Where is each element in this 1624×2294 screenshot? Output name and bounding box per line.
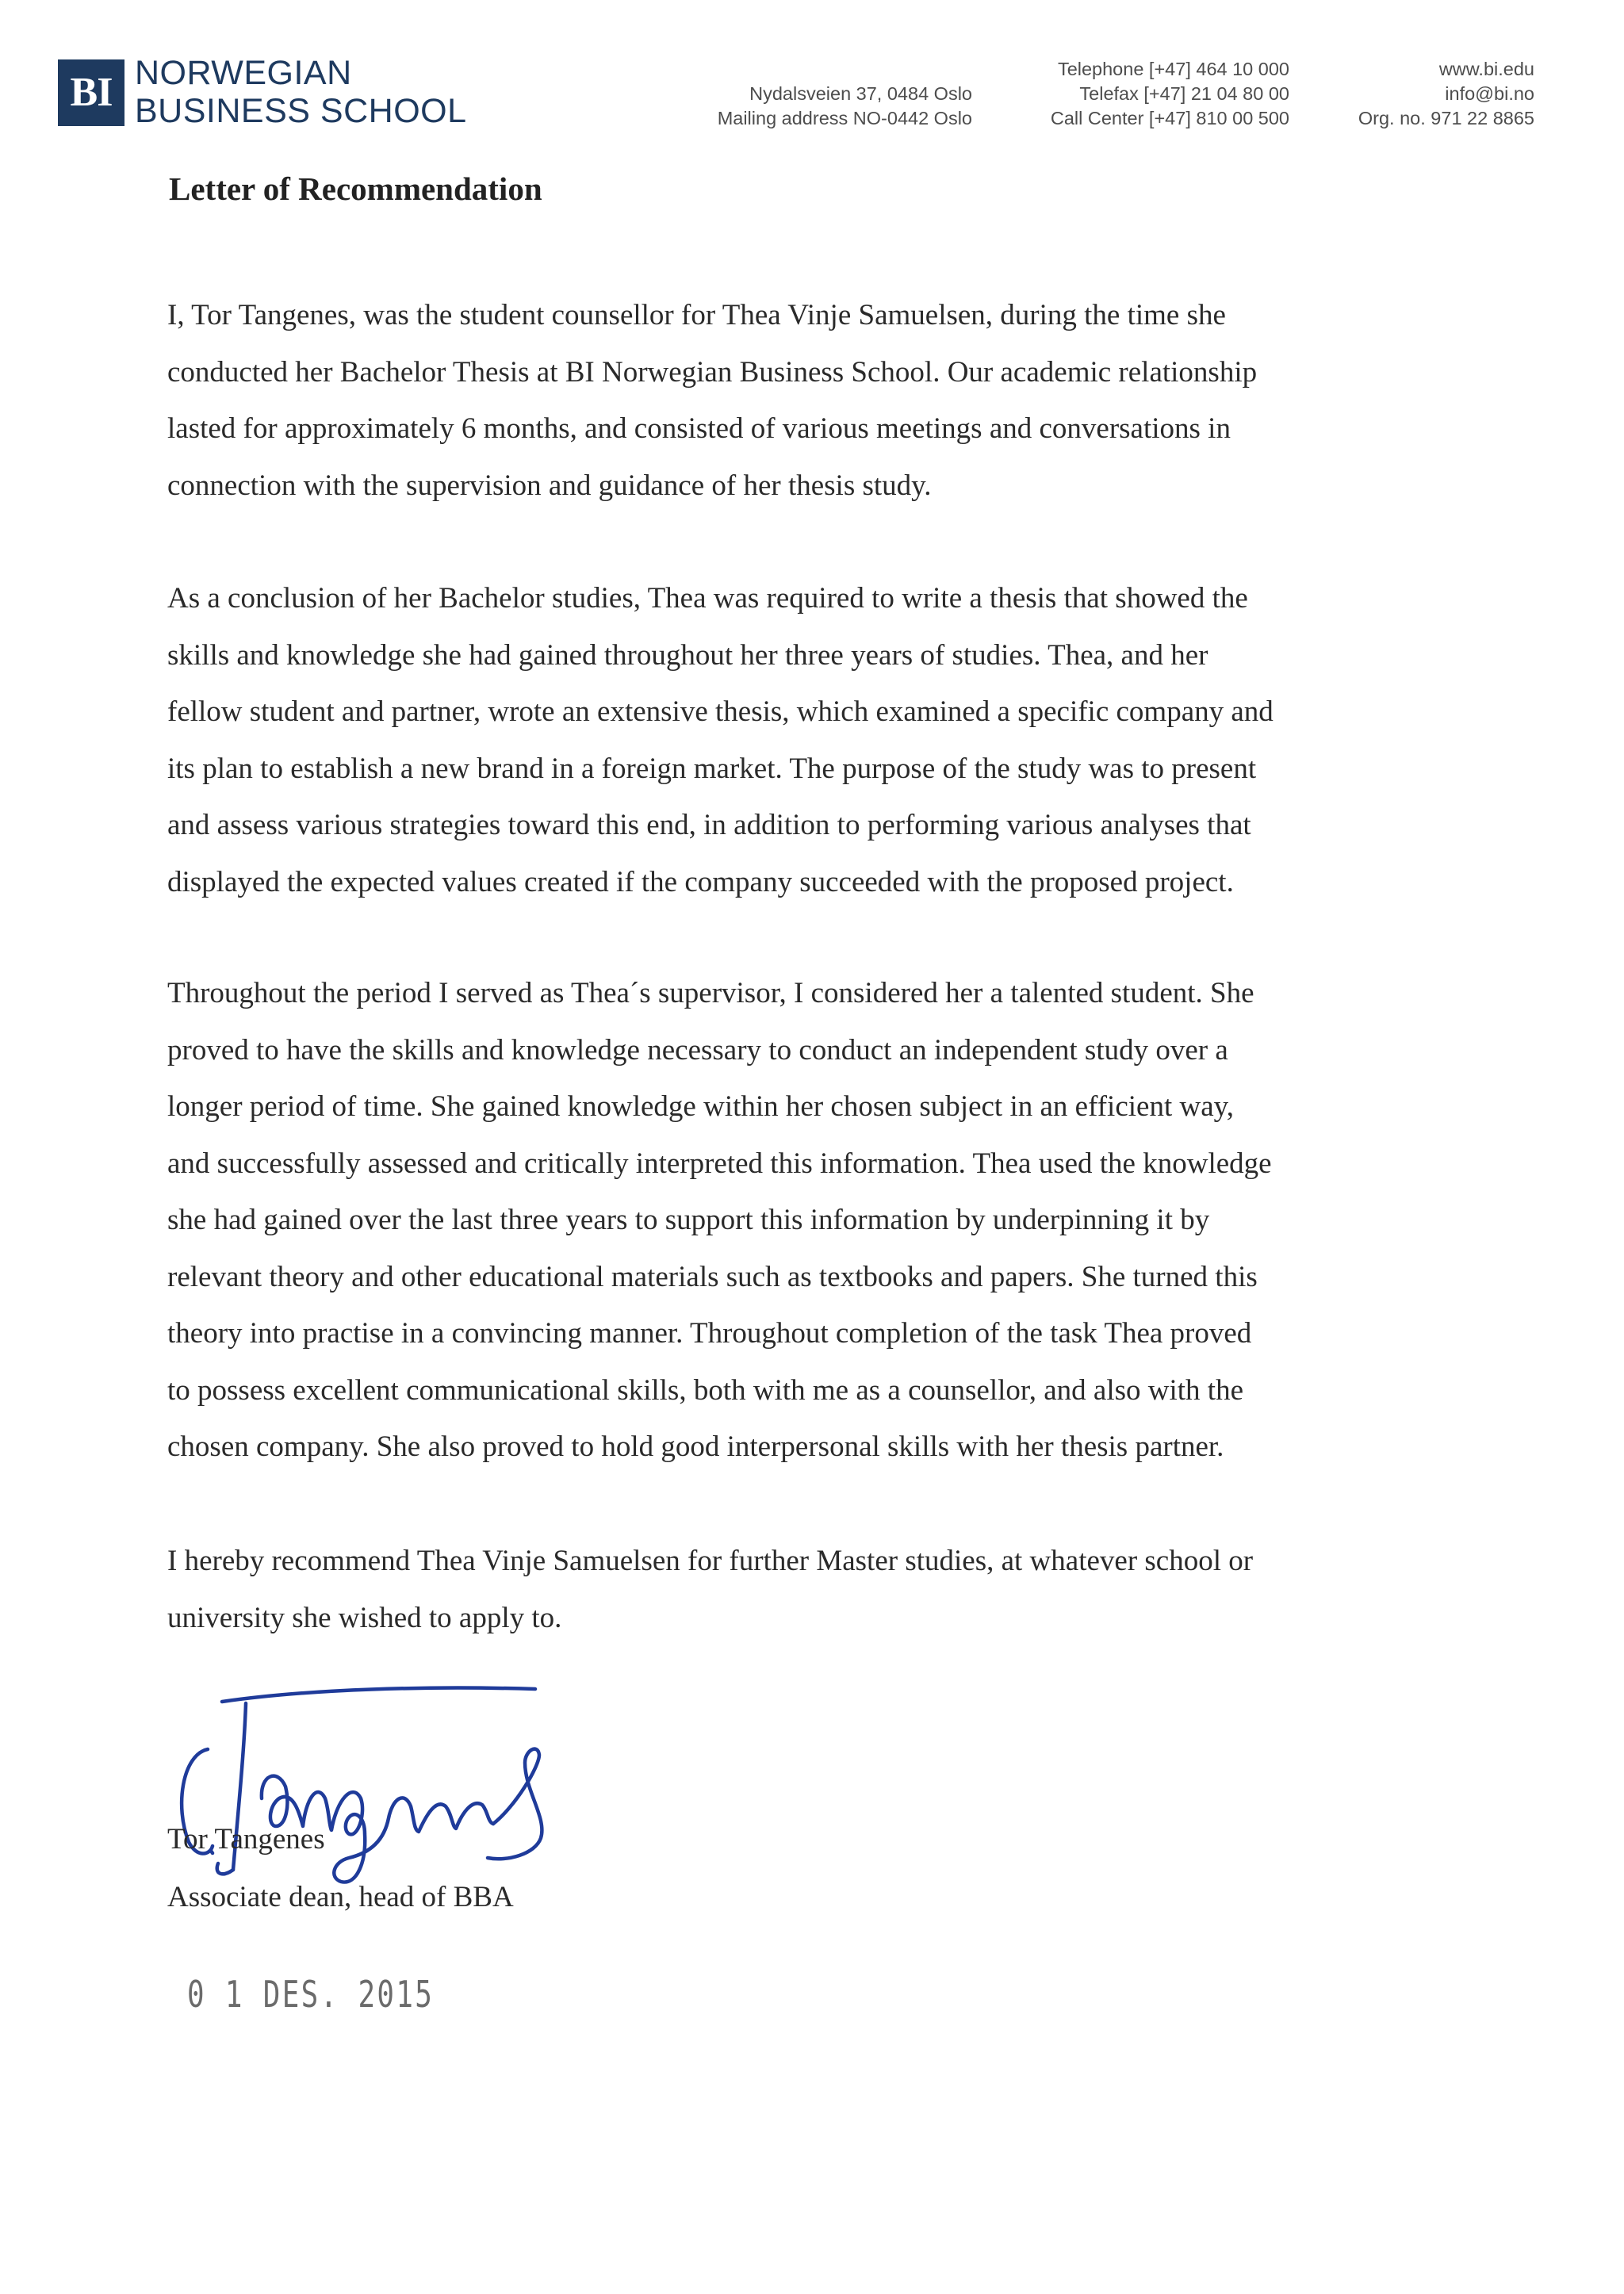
header-web-contact: [1358, 57, 1534, 131]
paragraph-line: connection with the supervision and guidance of her thesis study.: [167, 469, 932, 502]
bi-logo: BI: [58, 59, 124, 126]
header-address: [718, 82, 972, 131]
paragraph-line: fellow student and partner, wrote an extensive thesis, which examined a specific company and: [167, 695, 1274, 728]
header-call-center: Call Center [+47] 810 00 500: [1050, 108, 1289, 128]
paragraph-assessment: [167, 965, 1272, 1476]
school-name-line1: NORWEGIAN: [135, 54, 352, 92]
paragraph-line: longer period of time. She gained knowledge within her chosen subject in an efficient way,: [167, 1090, 1234, 1123]
paragraph-line: conducted her Bachelor Thesis at BI Norwegian Business School. Our academic relationship: [167, 355, 1258, 389]
paragraph-line: university she wished to apply to.: [167, 1601, 562, 1634]
paragraph-line: lasted for approximately 6 months, and consisted of various meetings and conversations in: [167, 412, 1231, 445]
letter-title: Letter of Recommendation: [169, 170, 542, 207]
paragraph-recommendation: [167, 1533, 1253, 1646]
date-stamp: 0 1 DES. 2015: [187, 1973, 435, 2016]
header-org-number: Org. no. 971 22 8865: [1358, 108, 1534, 128]
paragraph-introduction: [167, 287, 1257, 514]
header-telephone: Telephone [+47] 464 10 000: [1057, 59, 1289, 79]
header-street-address: Nydalsveien 37, 0484 Oslo: [749, 83, 972, 104]
paragraph-line: proved to have the skills and knowledge necessary to conduct an independent study over a: [167, 1033, 1228, 1067]
school-name: [135, 54, 467, 130]
header-mailing-address: Mailing address NO-0442 Oslo: [717, 108, 972, 128]
header-email: info@bi.no: [1445, 83, 1534, 104]
paragraph-line: I, Tor Tangenes, was the student counsellor for Thea Vinje Samuelsen, during the time she: [167, 299, 1226, 331]
paragraph-line: displayed the expected values created if the company succeeded with the proposed project.: [167, 865, 1234, 898]
school-name-line2: BUSINESS SCHOOL: [135, 92, 467, 130]
signatory-title: Associate dean, head of BBA: [167, 1881, 514, 1913]
header-phone-numbers: [1051, 57, 1289, 131]
paragraph-line: she had gained over the last three years to support this information by underpinning it by: [167, 1204, 1210, 1236]
paragraph-line: chosen company. She also proved to hold good interpersonal skills with her thesis partner.: [167, 1430, 1224, 1463]
paragraph-line: skills and knowledge she had gained throughout her three years of studies. Thea, and her: [167, 638, 1208, 672]
paragraph-line: I hereby recommend Thea Vinje Samuelsen for further Master studies, at whatever school or: [167, 1545, 1254, 1577]
paragraph-line: and successfully assessed and critically interpreted this information. Thea used the knowledge: [167, 1147, 1272, 1180]
paragraph-line: its plan to establish a new brand in a foreign market. The purpose of the study was to present: [167, 752, 1257, 785]
header-telefax: Telefax [+47] 21 04 80 00: [1079, 83, 1289, 104]
paragraph-line: Throughout the period I served as Thea´s supervisor, I considered her a talented student. She: [167, 977, 1254, 1009]
header-website: www.bi.edu: [1438, 59, 1534, 79]
paragraph-line: and assess various strategies toward this end, in addition to performing various analyses that: [167, 809, 1251, 841]
paragraph-line: relevant theory and other educational materials such as textbooks and papers. She turned this: [167, 1260, 1258, 1293]
paragraph-line: to possess excellent communicational skills, both with me as a counsellor, and also with the: [167, 1373, 1243, 1407]
signatory-name: Tor Tangenes: [167, 1823, 325, 1855]
paragraph-line: theory into practise in a convincing manner. Throughout completion of the task Thea proved: [167, 1317, 1252, 1350]
paragraph-line: As a conclusion of her Bachelor studies, Thea was required to write a thesis that showed the: [167, 582, 1248, 615]
paragraph-thesis: [167, 570, 1274, 910]
